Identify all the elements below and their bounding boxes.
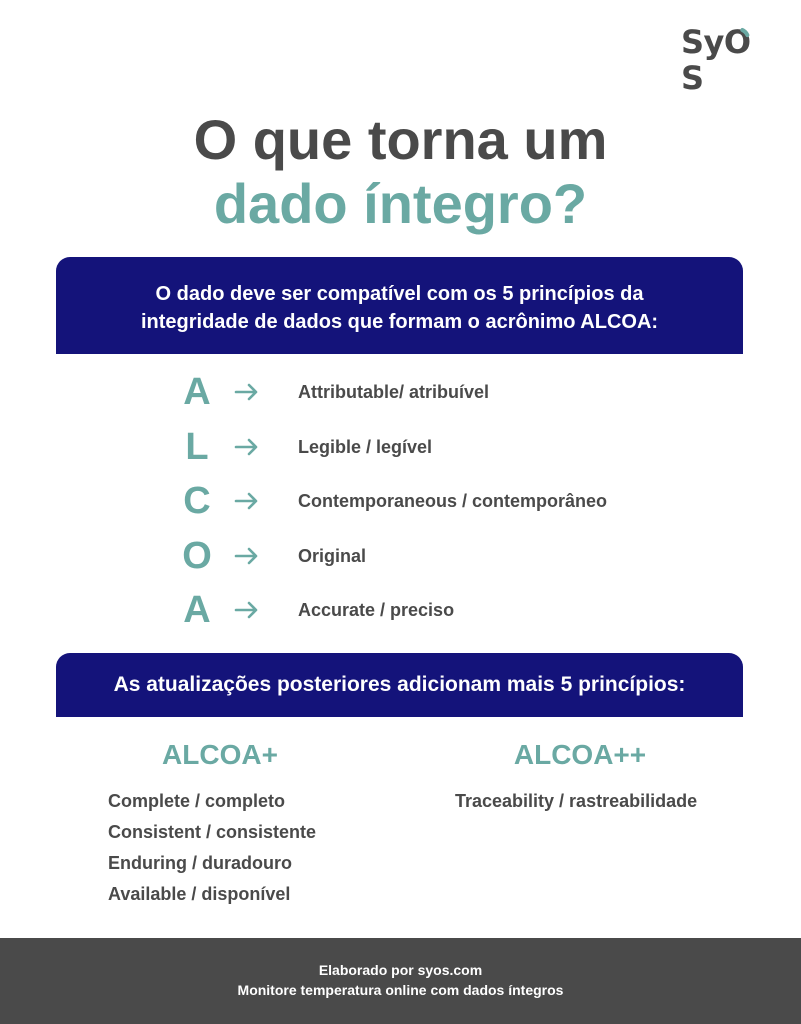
arrow-right-icon (233, 437, 261, 457)
alcoa-plus-list (108, 786, 316, 910)
acronym-row (0, 588, 801, 632)
list-item: Traceability / rastreabilidade (455, 791, 698, 811)
title-line-1: O que torna um (193, 108, 608, 171)
arrow-right-icon (233, 600, 261, 620)
acronym-letter: L (185, 426, 209, 468)
acronym-letter: A (183, 371, 211, 413)
arrow-right-icon (233, 546, 261, 566)
arrow-right-icon (233, 382, 261, 402)
footer (0, 938, 801, 1024)
updates-banner-text: As atualizações posteriores adicionam mais 5 princípios: (113, 673, 686, 696)
banner-line-1: O dado deve ser compatível com os 5 princípios da (155, 283, 644, 305)
list-item: Complete / completo (108, 791, 286, 811)
alcoa-plus-plus-list (455, 786, 697, 817)
acronym-letter: C (183, 480, 211, 522)
acronym-text: Legible / legível (298, 437, 433, 457)
footer-credit: Elaborado por syos.com (318, 962, 483, 978)
alcoa-plus-plus-title: ALCOA++ (513, 739, 647, 770)
list-item: Available / disponível (108, 884, 291, 904)
acronym-row (0, 534, 801, 578)
acronym-letter: A (183, 589, 211, 631)
logo-text-sy: Sy (681, 23, 724, 61)
list-item: Consistent / consistente (108, 822, 317, 842)
acronym-row (0, 370, 801, 414)
footer-tagline: Monitore temperatura online com dados íntegros (237, 982, 564, 998)
acronym-text: Accurate / preciso (298, 600, 455, 620)
list-item: Enduring / duradouro (108, 853, 292, 873)
logo-text-s: S (681, 59, 704, 97)
acronym-text: Original (298, 546, 367, 566)
syos-logo (681, 23, 771, 97)
page-title (0, 110, 801, 234)
logo-swirl-icon (724, 24, 751, 60)
acronym-letter: O (182, 535, 212, 577)
updates-banner (56, 653, 743, 717)
acronym-row (0, 479, 801, 523)
banner-line-2: integridade de dados que formam o acrônimo ALCOA: (140, 311, 659, 333)
principles-banner (56, 257, 743, 354)
logo-o: O (723, 23, 751, 61)
arrow-right-icon (233, 491, 261, 511)
acronym-text: Contemporaneous / contemporâneo (298, 491, 608, 511)
title-line-2: dado íntegro? (213, 172, 588, 235)
acronym-row (0, 425, 801, 469)
acronym-text: Attributable/ atribuível (298, 382, 490, 402)
alcoa-plus-title: ALCOA+ (162, 739, 278, 770)
